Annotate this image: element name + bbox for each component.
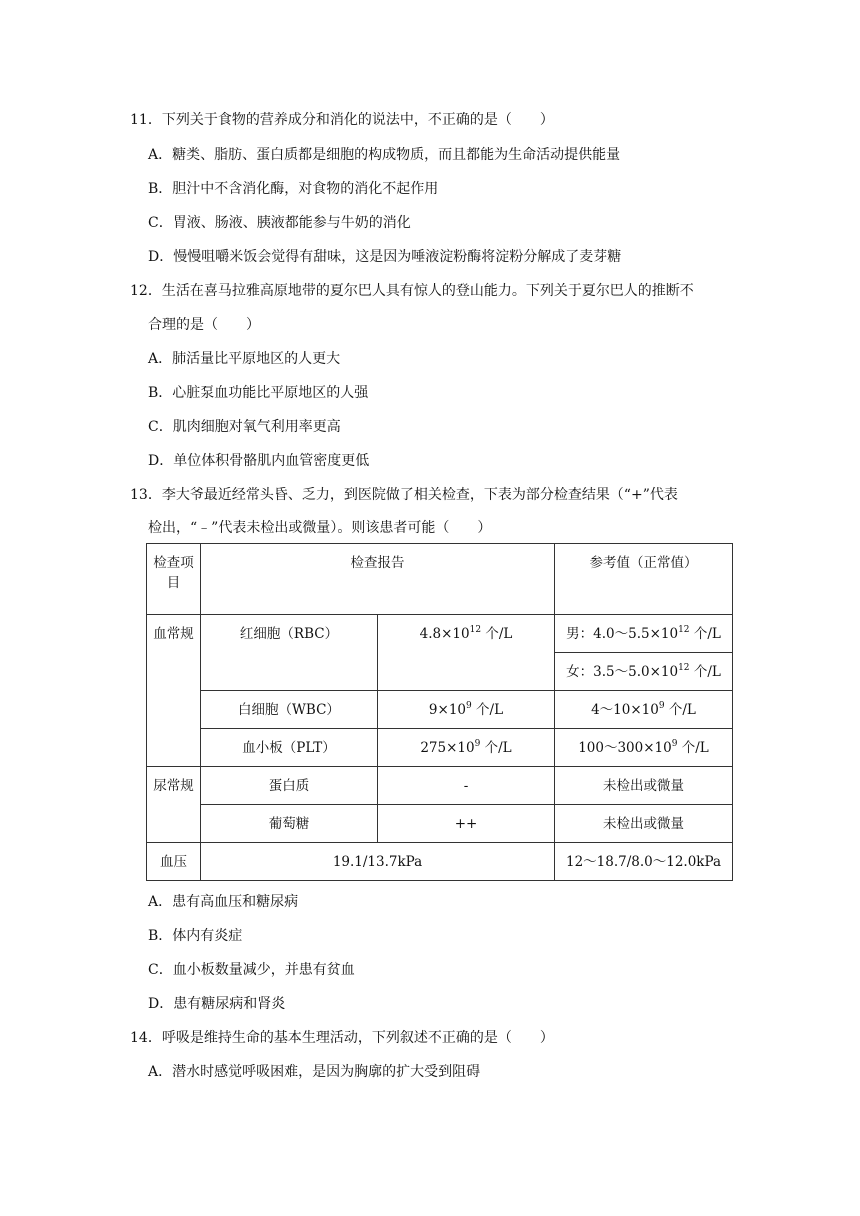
question-11-option-d: D．慢慢咀嚼米饭会觉得有甜味，这是因为唾液淀粉酶将淀粉分解成了麦芽糖 (148, 249, 622, 265)
wbc-ref: $4\sim 10\times 10^9$ 个/L (555, 691, 733, 729)
protein-name: 蛋白质 (201, 767, 378, 805)
bp-ref: 12～18.7/8.0～12.0kPa (555, 843, 733, 881)
question-13-option-c: C．血小板数量减少，并患有贫血 (148, 962, 355, 978)
plt-ref: $100\sim 300\times 10^9$ 个/L (555, 729, 733, 767)
header-reference: 参考值（正常值） (555, 544, 733, 615)
header-item (147, 544, 201, 615)
header-item-line1: 检查项 (153, 555, 194, 571)
question-13-stem-line1: 13．李大爷最近经常头昏、乏力，到医院做了相关检查，下表为部分检查结果（“+”代表 (130, 487, 678, 503)
question-13-option-d: D．患有糖尿病和肾炎 (148, 996, 286, 1012)
protein-value: - (378, 767, 555, 805)
question-12-option-b: B．心脏泵血功能比平原地区的人强 (148, 385, 369, 401)
rbc-value: $4.8\times 10^{12}$ 个/L (378, 615, 555, 691)
rbc-ref-male: 男：$4.0\sim 5.5\times 10^{12}$ 个/L (555, 615, 733, 653)
protein-ref: 未检出或微量 (555, 767, 733, 805)
question-14-stem: 14．呼吸是维持生命的基本生理活动，下列叙述不正确的是（ ） (130, 1030, 554, 1046)
question-12-option-c: C．肌肉细胞对氧气利用率更高 (148, 419, 341, 435)
glucose-value: ++ (378, 805, 555, 843)
bp-value: 19.1/13.7kPa (201, 843, 555, 881)
group-urine: 尿常规 (147, 767, 201, 843)
question-14-option-a: A．潜水时感觉呼吸困难，是因为胸廓的扩大受到阻碍 (148, 1064, 481, 1080)
glucose-ref: 未检出或微量 (555, 805, 733, 843)
group-blood: 血常规 (147, 615, 201, 767)
question-13-option-b: B．体内有炎症 (148, 928, 243, 944)
question-11-option-c: C．胃液、肠液、胰液都能参与牛奶的消化 (148, 215, 411, 231)
question-11-stem: 11．下列关于食物的营养成分和消化的说法中，不正确的是（ ） (130, 112, 554, 128)
rbc-name: 红细胞（RBC） (201, 615, 378, 691)
header-item-line2: 目 (166, 575, 181, 591)
question-12-stem-line2: 合理的是（ ） (148, 317, 260, 333)
glucose-name: 葡萄糖 (201, 805, 378, 843)
question-11-option-a: A．糖类、脂肪、蛋白质都是细胞的构成物质，而且都能为生命活动提供能量 (148, 147, 621, 163)
question-13-option-a: A．患有高血压和糖尿病 (148, 894, 299, 910)
question-12-stem-line1: 12．生活在喜马拉雅高原地带的夏尔巴人具有惊人的登山能力。下列关于夏尔巴人的推断不 (130, 283, 694, 299)
wbc-value: $9\times 10^9$ 个/L (378, 691, 555, 729)
wbc-name: 白细胞（WBC） (201, 691, 378, 729)
medical-report-table (146, 543, 733, 881)
header-report: 检查报告 (201, 544, 555, 615)
question-13-stem-line2: 检出，“﹣”代表未检出或微量）。则该患者可能（ ） (148, 520, 492, 536)
question-12-option-a: A．肺活量比平原地区的人更大 (148, 351, 341, 367)
plt-value: $275\times 10^9$ 个/L (378, 729, 555, 767)
rbc-ref-female: 女：$3.5\sim 5.0\times 10^{12}$ 个/L (555, 653, 733, 691)
plt-name: 血小板（PLT） (201, 729, 378, 767)
question-12-option-d: D．单位体积骨骼肌内血管密度更低 (148, 453, 370, 469)
question-11-option-b: B．胆汁中不含消化酶，对食物的消化不起作用 (148, 181, 439, 197)
bp-name: 血压 (147, 843, 201, 881)
